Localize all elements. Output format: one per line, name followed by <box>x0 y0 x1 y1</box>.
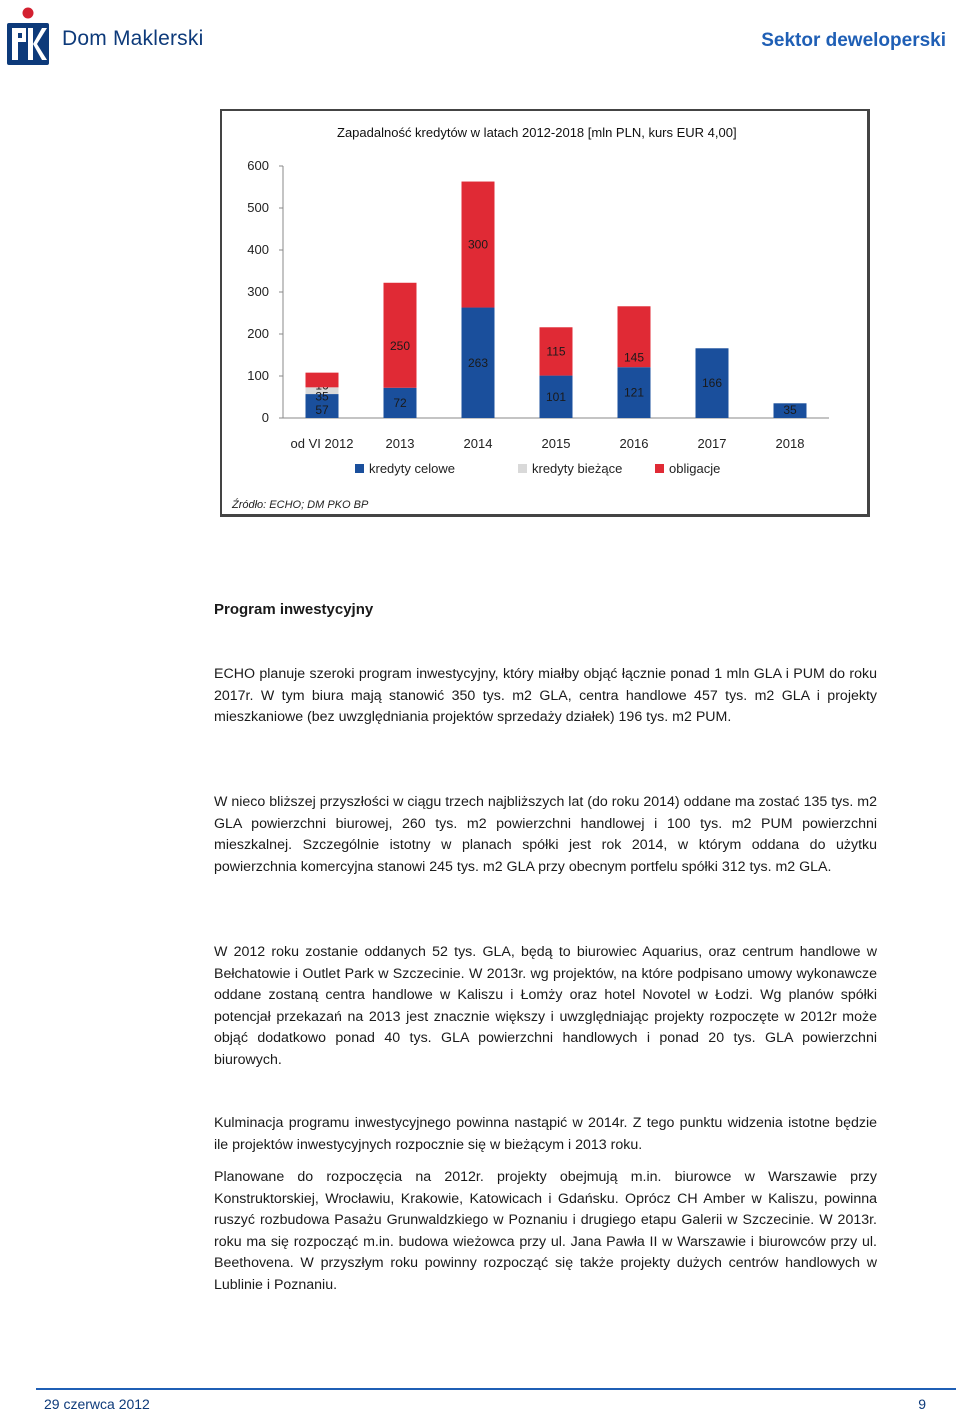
page-number: 9 <box>918 1396 926 1412</box>
x-tick-label: od VI 2012 <box>290 436 354 451</box>
paragraph-investment-program: ECHO planuje szeroki program inwestycyjny, który miałby objąć łącznie ponad 1 mln GLA i PUM do roku 2017r. W tym biura mają stanowić 350 tys. m2 GLA, centra handlowe 457 tys. m2 GLA i projekty mieszkaniowe (bez uwzględniania projektów sprzedaży działek) 196 tys. m2 PUM. <box>214 666 877 725</box>
stacked-bar-chart <box>222 111 868 514</box>
x-tick-label: 2017 <box>697 436 727 451</box>
y-tick-label: 300 <box>247 284 269 299</box>
footer-divider <box>36 1388 956 1390</box>
x-tick-label: 2018 <box>775 436 805 451</box>
chart-container <box>220 109 870 517</box>
data-label: 35 <box>315 389 329 404</box>
bar-segment <box>384 283 417 388</box>
data-label: 57 <box>315 403 329 417</box>
y-tick-label: 600 <box>247 158 269 173</box>
legend-label: kredyty celowe <box>369 461 455 476</box>
legend-swatch <box>518 464 527 473</box>
paragraph-2012-deliveries: W 2012 roku zostanie oddanych 52 tys. GLA, będą to biurowiec Aquarius, oraz centrum handlowe w Bełchatowie i Outlet Park w Szczecinie. W 2013r. wg projektów, na które podpisano umowy wykonawcze oddane zostaną centra handlowe w Kaliszu i Łomży oraz hotel Novotel w Łodzi. Wg planów spółki potencjał przekazań na 2013 jest znacznie większy i uwzględniając projekty rozpoczęte w 2012r może objąć dodatkowo ponad 40 tys. GLA powierzchni handlowych i ponad 20 tys. GLA powierzchni biurowych. <box>214 944 877 1068</box>
y-tick-label: 500 <box>247 200 269 215</box>
x-tick-label: 2016 <box>619 436 649 451</box>
data-label: 166 <box>701 376 723 391</box>
chart-source: Źródło: ECHO; DM PKO BP <box>232 499 369 511</box>
chart-title: Zapadalność kredytów w latach 2012-2018 [mln PLN, kurs EUR 4,00] <box>337 125 737 140</box>
legend-swatch <box>355 464 364 473</box>
data-label: 72 <box>393 395 407 410</box>
data-label: 35 <box>783 403 797 417</box>
x-tick-label: 2013 <box>385 436 415 451</box>
data-label: 101 <box>545 389 567 404</box>
brand-name: Dom Maklerski <box>62 27 204 50</box>
y-tick-label: 400 <box>247 242 269 257</box>
legend-swatch <box>655 464 664 473</box>
page-header <box>0 0 960 80</box>
legend-label: obligacje <box>669 461 721 476</box>
data-label: 250 <box>389 338 411 353</box>
section-title: Sektor deweloperski <box>761 30 946 51</box>
paragraph-planned-starts: Planowane do rozpoczęcia na 2012r. projekty obejmują m.in. biurowce w Warszawie przy Konstruktorskiej, Wrocławiu, Krakowie, Katowicach i Gdańsku. Oprócz CH Amber w Kaliszu, powinna ruszyć rozbudowa Pasażu Grunwaldzkiego w Poznaniu i drugiego etapu Galerii w Szczecinie. W 2013r. roku ma się rozpocząć m.in. budowa wieżowca przy ul. Jana Pawła II w Warszawie i biurowców przy ul. Beethovena. W przyszłym roku powinny rozpocząć się także projekty dużych centrów handlowych w Lublinie i Poznaniu. <box>214 1169 877 1293</box>
paragraph-near-future: W nieco bliższej przyszłości w ciągu trzech najbliższych lat (do roku 2014) oddane ma zostać 135 tys. m2 GLA powierzchni biurowej, 260 tys. m2 powierzchni handlowej i 100 tys. m2 PUM powierzchni mieszkalnej. Szczególnie istotny w planach spółki jest rok 2014, w którym oddana do użytku powierzchnia komercyjna stanowi 245 tys. m2 GLA przy obecnym portfelu spółki 312 tys. m2 GLA. <box>214 794 877 875</box>
data-label: 300 <box>467 237 489 252</box>
data-label: 263 <box>467 355 489 370</box>
x-tick-label: 2014 <box>463 436 493 451</box>
footer-date: 29 czerwca 2012 <box>44 1396 150 1412</box>
data-label: 121 <box>623 385 645 400</box>
data-label: 115 <box>546 344 566 359</box>
paragraph-culmination: Kulminacja programu inwestycyjnego powinna nastąpić w 2014r. Z tego punktu widzenia istotne będzie ile projektów inwestycyjnych rozpocznie się w bieżącym i 2013 roku. <box>214 1115 877 1153</box>
x-tick-label: 2015 <box>541 436 571 451</box>
y-tick-label: 100 <box>247 368 269 383</box>
pko-logo-icon <box>6 6 50 66</box>
y-tick-label: 0 <box>261 410 269 425</box>
y-tick-label: 200 <box>247 326 269 341</box>
data-label: 145 <box>623 350 645 365</box>
legend-label: kredyty bieżące <box>532 461 623 476</box>
section-heading: Program inwestycyjny <box>214 601 374 618</box>
bar-segment <box>306 373 339 388</box>
